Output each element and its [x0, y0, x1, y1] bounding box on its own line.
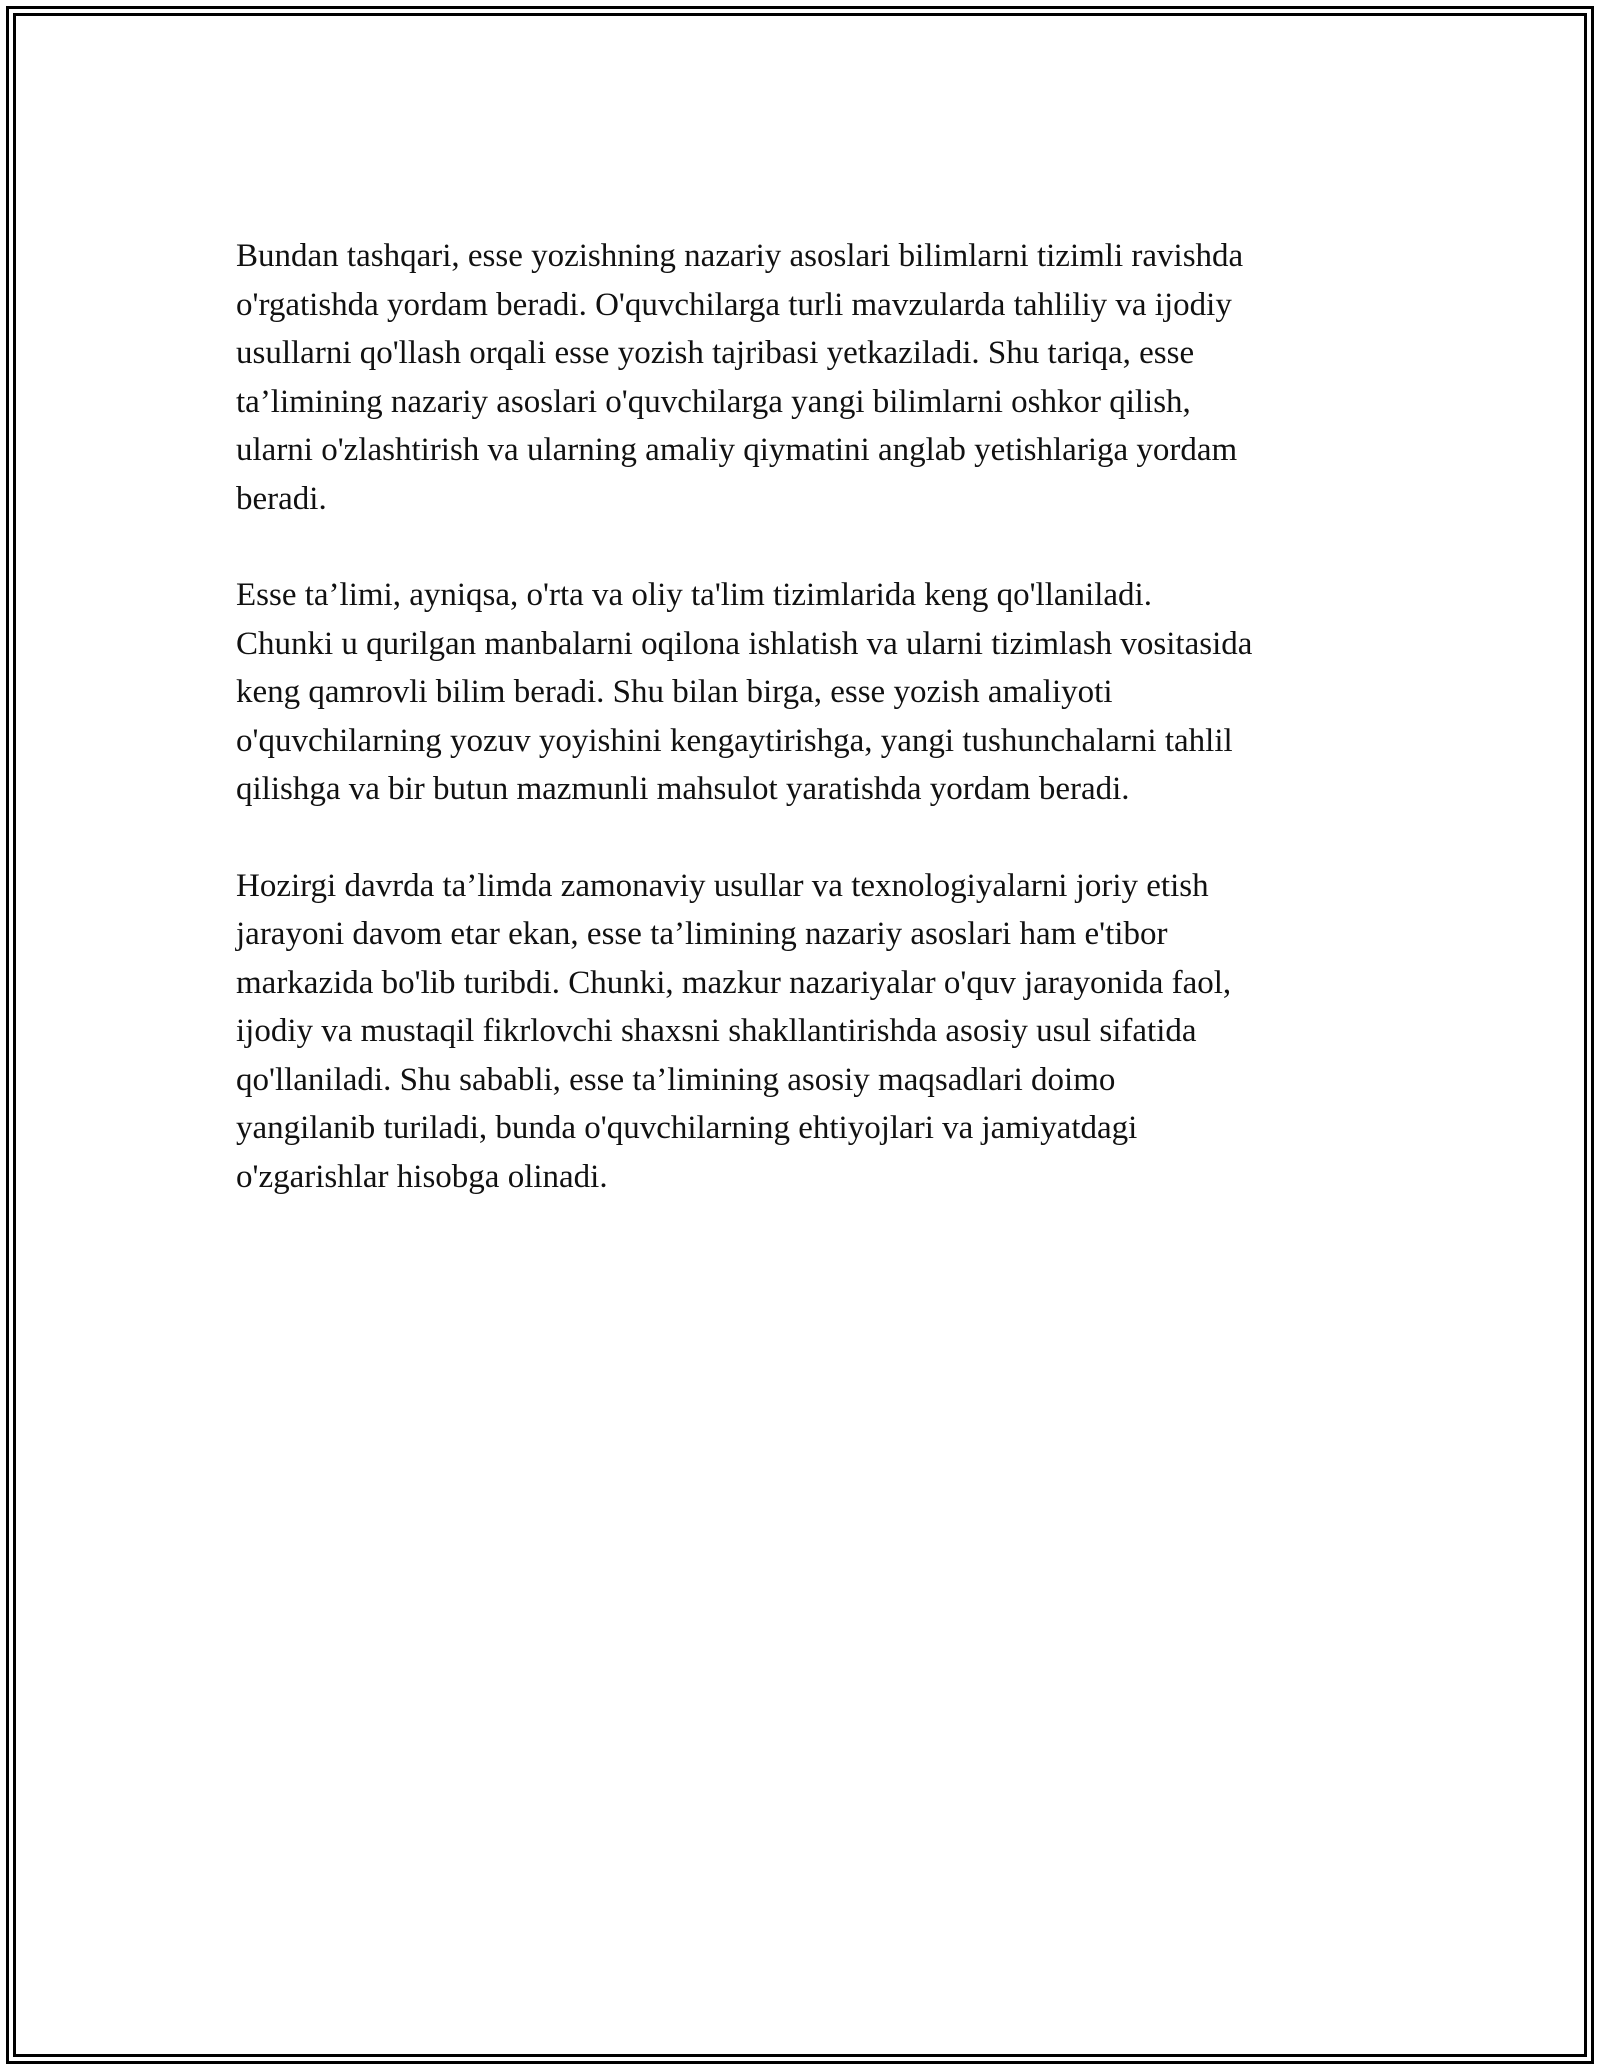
paragraph-1	[236, 232, 1376, 523]
text-line: Chunki u qurilgan manbalarni oqilona ishlatish va ularni tizimlash vositasida	[236, 625, 1253, 662]
text-line: jarayoni davom etar ekan, esse ta’limining nazariy asoslari ham e'tibor	[236, 916, 1168, 952]
text-line: keng qamrovli bilim beradi. Shu bilan birga, esse yozish amaliyoti	[236, 674, 1113, 710]
text-line: o'quvchilarning yozuv yoyishini kengaytirishga, yangi tushunchalarni tahlil	[236, 722, 1233, 759]
text-line: qo'llaniladi. Shu sababli, esse ta’limining asosiy maqsadlari doimo	[236, 1061, 1116, 1098]
text-line: Hozirgi davrda ta’limda zamonaviy usullar va texnologiyalarni joriy etish	[236, 867, 1209, 904]
text-line: ta’limining nazariy asoslari o'quvchilarga yangi bilimlarni oshkor qilish,	[236, 383, 1191, 420]
text-line: o'zgarishlar hisobga olinadi.	[236, 1158, 608, 1195]
paragraph-2	[236, 571, 1376, 814]
text-line: usullarni qo'llash orqali esse yozish tajribasi yetkaziladi. Shu tariqa, esse	[236, 335, 1195, 371]
text-line: yangilanib turiladi, bunda o'quvchilarning ehtiyojlari va jamiyatdagi	[236, 1110, 1138, 1146]
text-line: Bundan tashqari, esse yozishning nazariy asoslari bilimlarni tizimli ravishda	[236, 238, 1244, 274]
paragraph-3	[236, 862, 1376, 1202]
text-line: beradi.	[236, 480, 327, 517]
text-line: markazida bo'lib turibdi. Chunki, mazkur nazariyalar o'quv jarayonida faol,	[236, 964, 1232, 1001]
text-line: Esse ta’limi, ayniqsa, o'rta va oliy ta'lim tizimlarida keng qo'llaniladi.	[236, 577, 1152, 613]
text-line: o'rgatishda yordam beradi. O'quvchilarga turli mavzularda tahliliy va ijodiy	[236, 286, 1232, 323]
document-body	[236, 232, 1376, 1249]
text-line: ularni o'zlashtirish va ularning amaliy qiymatini anglab yetishlariga yordam	[236, 432, 1238, 468]
text-line: qilishga va bir butun mazmunli mahsulot yaratishda yordam beradi.	[236, 771, 1130, 807]
text-line: ijodiy va mustaqil fikrlovchi shaxsni shakllantirishda asosiy usul sifatida	[236, 1013, 1197, 1049]
